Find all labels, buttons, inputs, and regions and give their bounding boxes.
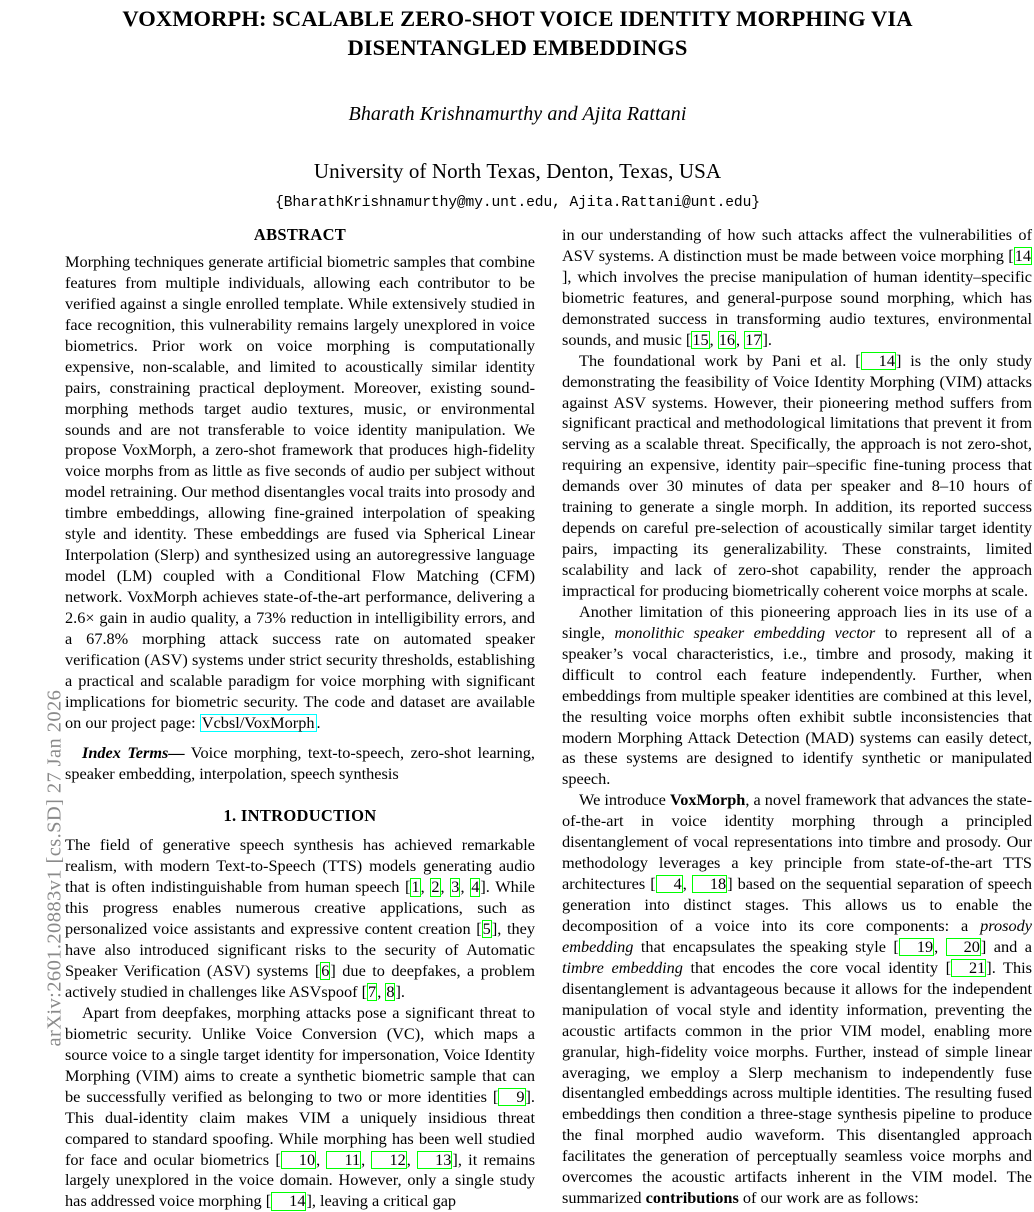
intro-paragraph-3: in our understanding of how such attacks affect the vulnerabilities of ASV systems. A distinction must be made between voice morphing [14], which involves the precise manipulation of human identity–specific biometric features, and general-purpose sound morphing, which has demonstrated success in transforming audio textures, environmental sounds, and music [15, 16, 17]. bbox=[562, 225, 1032, 349]
intro-p1-c: ], they have also introduced significant risks to the security of Automatic Speaker Verification (ASV) systems [ bbox=[65, 919, 535, 981]
intro-p6-g: ]. This disentanglement is advantageous because it allows for the independent manipulation of vocal style and identity information, preventing the acoustic artifacts common in the prior VIM model, enabling more granular, high-fidelity voice morphs. Further, instead of simple linear averaging, we employ a Slerp mechanism to independently fuse disentangled embeddings across multiple identities. The resulting fused embeddings then condition a three-stage synthesis pipeline to produce the final morphed audio waveform. This disentangled approach facilitates the generation of perceptually seamless voice morphs and overcomes the acoustic artifacts inherent in the VIM model. The summarized bbox=[562, 957, 1032, 1208]
intro-p6-d: that encapsulates the speaking style [ bbox=[633, 936, 899, 956]
voxmorph-bold: VoxMorph bbox=[669, 790, 746, 810]
intro-p1-d: ] due to deepfakes, a problem actively studied in challenges like ASVspoof [ bbox=[65, 961, 535, 1001]
abstract-text-d: morphing attack success rate on automated speaker verification (ASV) systems under strict security thresholds, establishing a practical and scalable paradigm for voice morphing with significant implications for biometric security. The code and dataset are available on our project page: bbox=[65, 628, 535, 732]
citation-5[interactable]: 5 bbox=[482, 919, 491, 939]
intro-p3-c: ]. bbox=[762, 329, 772, 349]
intro-paragraph-2: Apart from deepfakes, morphing attacks pose a significant threat to biometric security. Unlike Voice Conversion (VC), which maps a source voice to a single target identity for impersonation, Voice Identity Morphing (VIM) aims to create a synthetic biometric sample that can be successfully verified as belonging to two or more identities [ 9]. This dual-identity claim makes VIM a uniquely insidious threat compared to standard spoofing. While morphing has been well studied for face and ocular biometrics [ 10, 11, 12, 13], it remains largely unexplored in the voice domain. However, only a single study has addressed voice morphing [ 14], leaving a critical gap bbox=[65, 1002, 536, 1211]
arxiv-stamp-text: arXiv:2601.20883v1 [cs.SD] 27 Jan 2026 bbox=[43, 689, 66, 1047]
citation-16[interactable]: 16 bbox=[718, 329, 736, 349]
intro-p3-b: ], which involves the precise manipulation of human identity–specific biometric features, and general-purpose sound morphing, which has demonstrated success in transforming audio textures, environmental sounds, and music [ bbox=[562, 266, 1032, 349]
prosody-embedding-emphasis: prosody embedding bbox=[562, 915, 1032, 956]
abstract-text-e: . bbox=[316, 712, 321, 732]
citation-2[interactable]: 2 bbox=[431, 877, 440, 897]
intro-p6-f: that encodes the core vocal identity [ bbox=[682, 957, 952, 977]
contributions-bold: contributions bbox=[645, 1188, 739, 1208]
intro-p6-e: ] and a bbox=[980, 936, 1032, 956]
citation-3[interactable]: 3 bbox=[451, 877, 460, 897]
abstract-asr-value: 67.8% bbox=[86, 628, 129, 648]
citation-7[interactable]: 7 bbox=[368, 982, 377, 1001]
abstract-reduction-value: 73% bbox=[256, 607, 286, 627]
paper-header bbox=[65, 0, 970, 211]
abstract-text-a: Morphing techniques generate artificial biometric samples that combine features from multiple individuals, allowing each contributor to be verified against a single enrolled template. While extensively studied in face recognition, this vulnerability remains largely unexplored in voice biometrics. Prior work on voice morphing is computationally expensive, non-scalable, and limited to acoustically similar identity pairs, constraining practical deployment. Moreover, existing sound-morphing methods target audio textures, music, or environmental sounds and are not transferable to voice identity manipulation. We propose VoxMorph, a zero-shot framework that produces high-fidelity voice morphs from as little as five seconds of audio per subject without model retraining. Our method disentangles vocal traits into prosody and timbre embeddings, allowing fine-grained interpolation of speaking style and identity. These embeddings are fused via Spherical Linear Interpolation (Slerp) and synthesized using an autoregressive language model (LM) coupled with a Conditional Flow Matching (CFM) network. VoxMorph achieves state-of-the-art performance, delivering a bbox=[65, 252, 535, 606]
index-terms-text: Voice morphing, text-to-speech, zero-shot learning, speaker embedding, interpolation, speech synthesis bbox=[65, 742, 535, 783]
abstract-gain-value: 2.6× bbox=[65, 607, 95, 627]
project-page-link[interactable]: Vcbsl/VoxMorph bbox=[201, 712, 315, 732]
intro-p2-c: ], it remains largely unexplored in the voice domain. However, only a single study has addressed voice morphing [ bbox=[65, 1149, 536, 1211]
citation-6[interactable]: 6 bbox=[321, 961, 330, 981]
citation-14-b[interactable]: 14 bbox=[1014, 245, 1031, 265]
citation-14-c[interactable]: 14 bbox=[861, 352, 896, 370]
citation-21[interactable]: 21 bbox=[951, 959, 986, 977]
citation-11[interactable]: 11 bbox=[326, 1151, 361, 1169]
monolithic-embedding-emphasis: monolithic speaker embedding vector bbox=[614, 622, 876, 642]
citation-10[interactable]: 10 bbox=[281, 1151, 316, 1169]
intro-paragraph-1: The field of generative speech synthesis has achieved remarkable realism, with modern Text-to-Speech (TTS) models generating audio that is often indistinguishable from human speech [1, 2, 3, 4]. While this progress enables numerous creative applications, such as personalized voice assistants and expressive content creation [5], they have also introduced significant risks to the security of Automatic Speaker Verification (ASV) systems [6] due to deepfakes, a problem actively studied in challenges like ASVspoof [7, 8]. bbox=[65, 835, 536, 1001]
abstract-paragraph bbox=[65, 252, 535, 734]
intro-p6-a: We introduce bbox=[579, 790, 670, 810]
intro-paragraph-6: We introduce VoxMorph, a novel framework that advances the state-of-the-art in voice identity morphing through a principled disentanglement of vocal representations into timbre and prosody. Our methodology leverages a key principle from state-of-the-art TTS architectures [ 4, 18] based on the sequential separation of speech generation into distinct stages. This allows us to enable the decomposition of a voice into its core components: a prosody embedding that encapsulates the speaking style [ 19, 20] and a timbre embedding that encodes the core vocal identity [ 21]. This disentanglement is advantageous because it allows for the independent manipulation of vocal style and identity information, preventing the acoustic artifacts common in the prior VIM model, enabling more granular, high-fidelity voice morphs. Further, instead of simple linear averaging, we employ a Slerp mechanism to independently fuse disentangled embeddings across multiple identities. The resulting fused embeddings then condition a three-stage synthesis pipeline to produce the final morphed audio waveform. This disentangled approach facilitates the generation of perceptually seamless voice morphs and overcomes the acoustic artifacts inherent in the VIM model. The summarized contributions of our work are as follows: bbox=[562, 790, 1032, 1208]
left-column bbox=[65, 225, 535, 1212]
citation-15[interactable]: 15 bbox=[692, 329, 709, 349]
citation-19[interactable]: 19 bbox=[899, 938, 934, 956]
citation-14-a[interactable]: 14 bbox=[271, 1192, 306, 1210]
intro-p6-c: ] based on the sequential separation of speech generation into distinct stages. This allows us to enable the decomposition of a voice into its core components: a bbox=[562, 874, 1032, 935]
intro-p2-b: ]. This dual-identity claim makes VIM a uniquely insidious threat compared to standard spoofing. While morphing has been well studied for face and ocular biometrics [ bbox=[65, 1086, 535, 1169]
intro-p3-a: in our understanding of how such attacks affect the vulnerabilities of ASV systems. A distinction must be made between voice morphing [ bbox=[562, 225, 1032, 265]
citation-1[interactable]: 1 bbox=[411, 877, 420, 897]
citation-20[interactable]: 20 bbox=[946, 938, 981, 956]
intro-p1-a: The field of generative speech synthesis has achieved remarkable realism, with modern Text-to-Speech (TTS) models generating audio that is often indistinguishable from human speech [ bbox=[65, 835, 535, 897]
page-title: VOXMORPH: SCALABLE ZERO-SHOT VOICE IDENTITY MORPHING VIA DISENTANGLED EMBEDDINGS bbox=[122, 6, 913, 61]
email-list: {BharathKrishnamurthy@my.unt.edu, Ajita.Rattani@unt.edu} bbox=[275, 194, 760, 211]
citation-8[interactable]: 8 bbox=[386, 982, 395, 1001]
citation-13[interactable]: 13 bbox=[417, 1151, 452, 1169]
right-column bbox=[562, 225, 1032, 1209]
intro-p5-a: Another limitation of this pioneering approach lies in its use of a single, bbox=[562, 601, 1032, 642]
timbre-embedding-emphasis: timbre embedding bbox=[562, 957, 683, 977]
intro-p2-d: ], leaving a critical gap bbox=[306, 1191, 457, 1211]
intro-p6-b: , a novel framework that advances the state-of-the-art in voice identity morphing through a principled disentanglement of vocal representations into timbre and prosody. Our methodology leverages a key principle from state-of-the-art TTS architectures [ bbox=[562, 790, 1032, 894]
abstract-heading: ABSTRACT bbox=[253, 225, 347, 244]
citation-4-b[interactable]: 4 bbox=[656, 875, 683, 893]
intro-p1-b: ]. While this progress enables numerous creative applications, such as personalized voice assistants and expressive content creation [ bbox=[65, 877, 536, 939]
citation-9[interactable]: 9 bbox=[498, 1088, 525, 1106]
intro-paragraph-4 bbox=[562, 351, 1032, 602]
author-list: Bharath Krishnamurthy and Ajita Rattani bbox=[348, 102, 687, 125]
abstract-text-b: gain in audio quality, a bbox=[94, 607, 257, 627]
intro-p2-a: Apart from deepfakes, morphing attacks pose a significant threat to biometric security. Unlike Voice Conversion (VC), which maps a source voice to a single target identity for impersonation, Voice Identity Morphing (VIM) aims to create a synthetic biometric sample that can be successfully verified as belonging to two or more identities [ bbox=[65, 1002, 535, 1106]
intro-p5-b: to represent all of a speaker’s vocal characteristics, i.e., timbre and prosody, making it difficult to control each feature independently. Further, when embeddings from multiple speaker identities are combined at this level, the resulting voice morphs often exhibit subtle inconsistencies that modern Morphing Attack Detection (MAD) systems can easily detect, as these systems are designed to identify synthetic or manipulated speech. bbox=[562, 622, 1032, 789]
introduction-heading: 1. INTRODUCTION bbox=[223, 806, 377, 826]
abstract-text-c: reduction in intelligibility errors, and a bbox=[65, 607, 535, 648]
affiliation: University of North Texas, Denton, Texas, USA bbox=[313, 158, 722, 183]
citation-12[interactable]: 12 bbox=[371, 1151, 406, 1169]
index-terms-label: Index Terms— bbox=[82, 742, 185, 762]
citation-17[interactable]: 17 bbox=[745, 329, 762, 349]
intro-paragraph-5 bbox=[562, 602, 1032, 790]
index-terms-paragraph bbox=[65, 743, 535, 785]
citation-4[interactable]: 4 bbox=[471, 877, 480, 897]
intro-p4-a: The foundational work by Pani et al. [ bbox=[579, 350, 861, 370]
intro-p6-h: of our work are as follows: bbox=[738, 1188, 919, 1208]
citation-18[interactable]: 18 bbox=[692, 875, 727, 893]
intro-p4-b: ] is the only study demonstrating the feasibility of Voice Identity Morphing (VIM) attacks against ASV systems. However, their pioneering method suffers from significant practical and methodological limitations that prevent it from serving as a scalable threat. Specifically, the approach is not zero-shot, requiring an expensive, identity pair–specific fine-tuning process that demands over 30 minutes of data per speaker and 8–10 hours of training to generate a single morph. In addition, its reported success depends on careful pre-selection of acoustically similar target identity pairs, impacting its generalizability. These constraints, limited scalability and lack of zero-shot capability, render the approach impractical for producing biometrically coherent voice morphs at scale. bbox=[562, 350, 1032, 600]
intro-p1-e: ]. bbox=[395, 982, 405, 1001]
